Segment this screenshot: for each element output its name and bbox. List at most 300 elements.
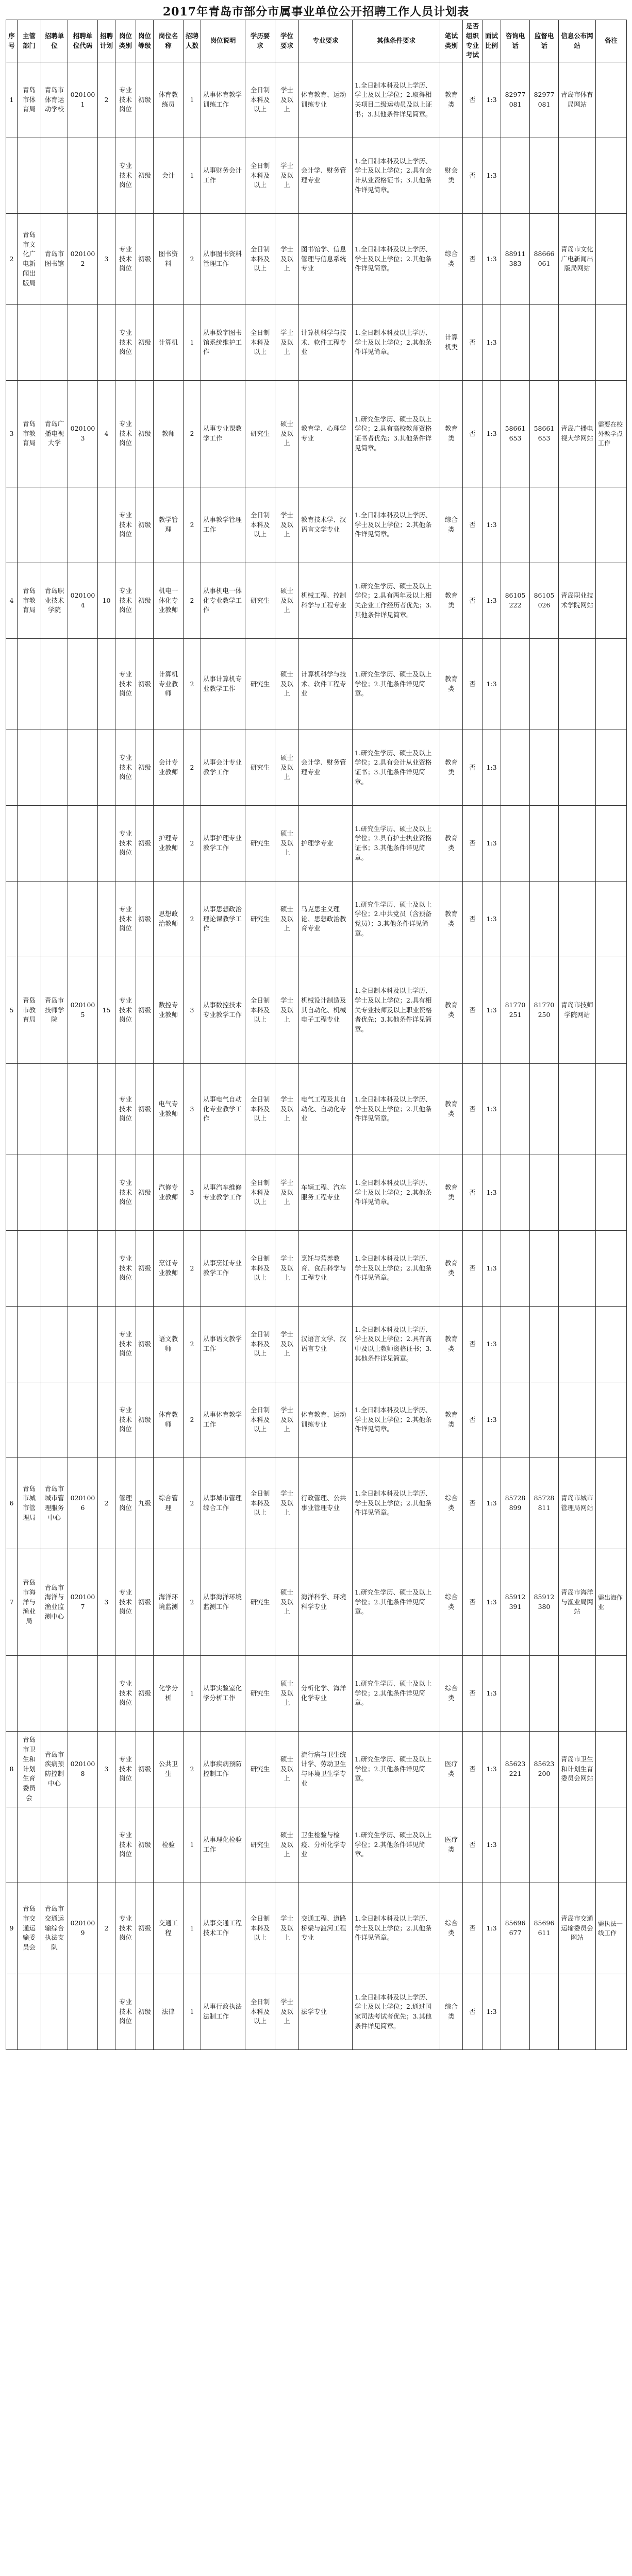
cell-site [559, 730, 596, 806]
cell-edu: 全日制本科及以上 [245, 487, 275, 563]
table-row [6, 563, 627, 639]
cell-major: 马克思主义理论、思想政治教育专业 [299, 882, 353, 957]
cell-level: 初级 [136, 1155, 154, 1231]
cell-sup [530, 138, 559, 214]
table-row [6, 1732, 627, 1807]
cell-special: 否 [463, 1656, 483, 1732]
cell-type: 专业技术岗位 [115, 639, 136, 730]
cell-desc: 从事财务会计工作 [201, 138, 245, 214]
cell-num: 1 [184, 62, 201, 138]
cell-special: 否 [463, 1307, 483, 1382]
cell-note [596, 806, 627, 882]
cell-ratio: 1:3 [483, 1974, 501, 2050]
cell-num: 2 [184, 214, 201, 305]
cell-major: 流行病与卫生统计学、劳动卫生与环境卫生学专业 [299, 1732, 353, 1807]
cell-edu: 全日制本科及以上 [245, 138, 275, 214]
cell-note: 需执法一线工作 [596, 1883, 627, 1974]
cell-unit [41, 882, 68, 957]
cell-plan [98, 1807, 115, 1883]
cell-major: 护理学专业 [299, 806, 353, 882]
cell-post: 体育教练员 [154, 62, 184, 138]
cell-unit: 青岛广播电视大学 [41, 381, 68, 487]
cell-dept [18, 806, 41, 882]
cell-post: 思想政治教师 [154, 882, 184, 957]
cell-dept: 青岛市文化广电新闻出版局 [18, 214, 41, 305]
cell-site [559, 305, 596, 381]
cell-edu: 全日制本科及以上 [245, 214, 275, 305]
cell-sup: 82977081 [530, 62, 559, 138]
cell-site [559, 1155, 596, 1231]
cell-unit [41, 1231, 68, 1307]
cell-level: 初级 [136, 882, 154, 957]
cell-unit [41, 730, 68, 806]
cell-code [68, 487, 98, 563]
cell-plan [98, 1307, 115, 1382]
cell-unit: 青岛市交通运输综合执法支队 [41, 1883, 68, 1974]
cell-unit [41, 1064, 68, 1155]
cell-no [6, 1382, 18, 1458]
cell-no [6, 639, 18, 730]
cell-sup: 58661653 [530, 381, 559, 487]
cell-edu: 全日制本科及以上 [245, 1458, 275, 1549]
cell-tel [501, 1656, 530, 1732]
cell-sup: 86105026 [530, 563, 559, 639]
cell-dept [18, 138, 41, 214]
cell-cond: 1.全日制本科及以上学历、学士及以上学位；2.其他条件详见简章。 [353, 1382, 440, 1458]
cell-post: 法律 [154, 1974, 184, 2050]
cell-dept: 青岛市城市管理局 [18, 1458, 41, 1549]
cell-code [68, 1064, 98, 1155]
cell-type: 专业技术岗位 [115, 487, 136, 563]
cell-cond: 1.全日制本科及以上学历、学士及以上学位；2.其他条件详见简章。 [353, 305, 440, 381]
cell-deg: 硕士及以上 [275, 1656, 299, 1732]
cell-plan: 3 [98, 1732, 115, 1807]
cell-major: 海洋科学、环境科学专业 [299, 1549, 353, 1656]
cell-special: 否 [463, 563, 483, 639]
cell-deg: 硕士及以上 [275, 1807, 299, 1883]
cell-code [68, 305, 98, 381]
cell-site: 青岛职业技术学院网站 [559, 563, 596, 639]
cell-code: 0201002 [68, 214, 98, 305]
cell-type: 专业技术岗位 [115, 1883, 136, 1974]
cell-unit: 青岛市疾病预防控制中心 [41, 1732, 68, 1807]
cell-exam: 教育类 [440, 1155, 463, 1231]
cell-num: 2 [184, 882, 201, 957]
cell-plan [98, 1155, 115, 1231]
cell-type: 专业技术岗位 [115, 62, 136, 138]
cell-num: 2 [184, 1549, 201, 1656]
cell-major: 机械工程、控制科学与工程专业 [299, 563, 353, 639]
cell-post: 电气专业教师 [154, 1064, 184, 1155]
cell-dept: 青岛市教育局 [18, 563, 41, 639]
column-header: 备注 [596, 20, 627, 62]
cell-major: 图书馆学、信息管理与信息系统专业 [299, 214, 353, 305]
cell-edu: 研究生 [245, 882, 275, 957]
cell-exam: 综合类 [440, 1656, 463, 1732]
cell-exam: 教育类 [440, 563, 463, 639]
cell-dept [18, 882, 41, 957]
cell-ratio: 1:3 [483, 882, 501, 957]
cell-unit [41, 138, 68, 214]
cell-tel [501, 138, 530, 214]
cell-plan [98, 639, 115, 730]
cell-major: 体育教育、运动训练专业 [299, 62, 353, 138]
cell-special: 否 [463, 214, 483, 305]
cell-type: 专业技术岗位 [115, 138, 136, 214]
cell-no: 9 [6, 1883, 18, 1974]
cell-no [6, 1155, 18, 1231]
cell-code [68, 1307, 98, 1382]
cell-sup: 85912380 [530, 1549, 559, 1656]
cell-unit [41, 1155, 68, 1231]
cell-site [559, 806, 596, 882]
cell-cond: 1.全日制本科及以上学历、学士及以上学位；2.其他条件详见简章。 [353, 1064, 440, 1155]
cell-num: 2 [184, 487, 201, 563]
cell-tel: 85696677 [501, 1883, 530, 1974]
column-header: 招聘计划 [98, 20, 115, 62]
cell-edu: 研究生 [245, 563, 275, 639]
cell-exam: 综合类 [440, 214, 463, 305]
cell-code: 0201005 [68, 957, 98, 1064]
cell-no [6, 1231, 18, 1307]
cell-exam: 教育类 [440, 381, 463, 487]
cell-site [559, 639, 596, 730]
cell-type: 专业技术岗位 [115, 563, 136, 639]
cell-plan [98, 1064, 115, 1155]
cell-ratio: 1:3 [483, 305, 501, 381]
cell-cond: 1.全日制本科及以上学历、学士及以上学位；2.其他条件详见简章。 [353, 1155, 440, 1231]
cell-unit [41, 487, 68, 563]
cell-post: 汽修专业教师 [154, 1155, 184, 1231]
cell-cond: 1.全日制本科及以上学历、学士及以上学位；2.具有高中及以上教师资格证书；3.其他条件详见简章。 [353, 1307, 440, 1382]
cell-ratio: 1:3 [483, 1307, 501, 1382]
column-header: 招聘单位代码 [68, 20, 98, 62]
cell-type: 专业技术岗位 [115, 1732, 136, 1807]
cell-num: 1 [184, 1807, 201, 1883]
cell-post: 会计 [154, 138, 184, 214]
cell-exam: 教育类 [440, 1064, 463, 1155]
cell-sup [530, 806, 559, 882]
cell-site [559, 1307, 596, 1382]
cell-major: 计算机科学与技术、软件工程专业 [299, 639, 353, 730]
cell-major: 交通工程、道路桥梁与渡河工程专业 [299, 1883, 353, 1974]
cell-code [68, 806, 98, 882]
cell-desc: 从事汽车维修专业教学工作 [201, 1155, 245, 1231]
cell-sup [530, 882, 559, 957]
cell-major: 烹饪与营养教育、食品科学与工程专业 [299, 1231, 353, 1307]
cell-site: 青岛市海洋与渔业局网站 [559, 1549, 596, 1656]
cell-exam: 综合类 [440, 1458, 463, 1549]
cell-site: 青岛广播电视大学网站 [559, 381, 596, 487]
cell-level: 初级 [136, 957, 154, 1064]
cell-desc: 从事交通工程技术工作 [201, 1883, 245, 1974]
cell-num: 1 [184, 1656, 201, 1732]
cell-note [596, 563, 627, 639]
cell-cond: 1.研究生学历、硕士及以上学位；2.具有会计从业资格证书；3.其他条件详见简章。 [353, 730, 440, 806]
cell-code: 0201006 [68, 1458, 98, 1549]
cell-note [596, 62, 627, 138]
table-row [6, 214, 627, 305]
cell-special: 否 [463, 1064, 483, 1155]
cell-tel [501, 1231, 530, 1307]
cell-sup: 81770250 [530, 957, 559, 1064]
cell-site: 青岛市交通运输委员会网站 [559, 1883, 596, 1974]
cell-special: 否 [463, 305, 483, 381]
cell-deg: 硕士及以上 [275, 806, 299, 882]
table-row [6, 138, 627, 214]
cell-desc: 从事城市管理综合工作 [201, 1458, 245, 1549]
cell-ratio: 1:3 [483, 381, 501, 487]
cell-type: 专业技术岗位 [115, 730, 136, 806]
cell-edu: 研究生 [245, 381, 275, 487]
table-row [6, 1155, 627, 1231]
column-header: 监督电话 [530, 20, 559, 62]
cell-dept: 青岛市体育局 [18, 62, 41, 138]
table-row [6, 1807, 627, 1883]
cell-deg: 学士及以上 [275, 305, 299, 381]
cell-deg: 学士及以上 [275, 1974, 299, 2050]
table-row [6, 1382, 627, 1458]
cell-sup: 85623200 [530, 1732, 559, 1807]
cell-note [596, 1155, 627, 1231]
cell-exam: 教育类 [440, 806, 463, 882]
cell-major: 汉语言文学、汉语言专业 [299, 1307, 353, 1382]
cell-note [596, 730, 627, 806]
cell-dept: 青岛市海洋与渔业局 [18, 1549, 41, 1656]
cell-major: 会计学、财务管理专业 [299, 730, 353, 806]
cell-plan: 2 [98, 1883, 115, 1974]
cell-post: 化学分析 [154, 1656, 184, 1732]
cell-deg: 学士及以上 [275, 1231, 299, 1307]
cell-tel [501, 1807, 530, 1883]
cell-plan: 4 [98, 381, 115, 487]
cell-desc: 从事护理专业教学工作 [201, 806, 245, 882]
recruitment-plan-table [6, 20, 627, 2050]
cell-note [596, 882, 627, 957]
cell-deg: 学士及以上 [275, 1883, 299, 1974]
cell-exam: 教育类 [440, 1231, 463, 1307]
cell-cond: 1.研究生学历、硕士及以上学位；2.具有两年及以上相关企业工作经历者优先；3.其他条件详见简章。 [353, 563, 440, 639]
cell-desc: 从事实验室化学分析工作 [201, 1656, 245, 1732]
cell-ratio: 1:3 [483, 1656, 501, 1732]
cell-tel [501, 882, 530, 957]
column-header: 学历要求 [245, 20, 275, 62]
cell-post: 烹饪专业教师 [154, 1231, 184, 1307]
cell-special: 否 [463, 1458, 483, 1549]
cell-num: 1 [184, 305, 201, 381]
table-row [6, 1064, 627, 1155]
cell-post: 交通工程 [154, 1883, 184, 1974]
column-header: 是否组织专业考试 [463, 20, 483, 62]
cell-level: 初级 [136, 1307, 154, 1382]
cell-level: 初级 [136, 563, 154, 639]
cell-special: 否 [463, 1155, 483, 1231]
cell-plan: 3 [98, 1549, 115, 1656]
cell-no: 2 [6, 214, 18, 305]
cell-tel [501, 806, 530, 882]
cell-exam: 教育类 [440, 730, 463, 806]
cell-num: 2 [184, 563, 201, 639]
cell-sup [530, 487, 559, 563]
cell-desc: 从事数字图书馆系统维护工作 [201, 305, 245, 381]
cell-ratio: 1:3 [483, 1382, 501, 1458]
cell-exam: 教育类 [440, 1307, 463, 1382]
cell-dept: 青岛市卫生和计划生育委员会 [18, 1732, 41, 1807]
cell-deg: 硕士及以上 [275, 381, 299, 487]
table-row [6, 1549, 627, 1656]
table-row [6, 957, 627, 1064]
cell-edu: 全日制本科及以上 [245, 1064, 275, 1155]
cell-edu: 研究生 [245, 639, 275, 730]
cell-code [68, 1382, 98, 1458]
cell-post: 计算机专业教师 [154, 639, 184, 730]
cell-tel: 85623221 [501, 1732, 530, 1807]
cell-deg: 学士及以上 [275, 138, 299, 214]
table-row [6, 1883, 627, 1974]
cell-deg: 学士及以上 [275, 1155, 299, 1231]
cell-note [596, 1732, 627, 1807]
cell-post: 教师 [154, 381, 184, 487]
cell-major: 行政管理、公共事业管理专业 [299, 1458, 353, 1549]
cell-edu: 全日制本科及以上 [245, 1307, 275, 1382]
cell-post: 检验 [154, 1807, 184, 1883]
cell-no [6, 1064, 18, 1155]
cell-type: 专业技术岗位 [115, 1656, 136, 1732]
cell-no [6, 882, 18, 957]
cell-num: 1 [184, 138, 201, 214]
cell-desc: 从事体育教学训练工作 [201, 62, 245, 138]
cell-exam: 综合类 [440, 487, 463, 563]
cell-edu: 研究生 [245, 1549, 275, 1656]
cell-special: 否 [463, 730, 483, 806]
cell-special: 否 [463, 957, 483, 1064]
cell-no [6, 1974, 18, 2050]
cell-tel: 85912391 [501, 1549, 530, 1656]
cell-note [596, 1064, 627, 1155]
cell-post: 教学管理 [154, 487, 184, 563]
cell-major: 卫生检验与检疫、分析化学专业 [299, 1807, 353, 1883]
table-row [6, 62, 627, 138]
cell-deg: 硕士及以上 [275, 1549, 299, 1656]
cell-num: 2 [184, 1307, 201, 1382]
column-header: 招聘单位 [41, 20, 68, 62]
cell-ratio: 1:3 [483, 806, 501, 882]
cell-level: 初级 [136, 1231, 154, 1307]
cell-post: 机电一体化专业教师 [154, 563, 184, 639]
cell-type: 管理岗位 [115, 1458, 136, 1549]
cell-desc: 从事图书资料管理工作 [201, 214, 245, 305]
cell-site [559, 1382, 596, 1458]
cell-post: 护理专业教师 [154, 806, 184, 882]
cell-deg: 学士及以上 [275, 1382, 299, 1458]
cell-type: 专业技术岗位 [115, 1155, 136, 1231]
cell-major: 教育技术学、汉语言文学专业 [299, 487, 353, 563]
cell-num: 2 [184, 1458, 201, 1549]
cell-num: 2 [184, 806, 201, 882]
cell-cond: 1.全日制本科及以上学历、学士及以上学位；2.其他条件详见简章。 [353, 214, 440, 305]
cell-exam: 教育类 [440, 957, 463, 1064]
cell-major: 体育教育、运动训练专业 [299, 1382, 353, 1458]
cell-tel [501, 1155, 530, 1231]
cell-code: 0201009 [68, 1883, 98, 1974]
cell-dept [18, 487, 41, 563]
cell-unit: 青岛市城市管理服务中心 [41, 1458, 68, 1549]
cell-cond: 1.全日制本科及以上学历、学士及以上学位；2.其他条件详见简章。 [353, 1231, 440, 1307]
cell-sup [530, 639, 559, 730]
cell-deg: 学士及以上 [275, 1064, 299, 1155]
cell-edu: 全日制本科及以上 [245, 1382, 275, 1458]
cell-major: 电气工程及其自动化、自动化专业 [299, 1064, 353, 1155]
cell-dept: 青岛市教育局 [18, 957, 41, 1064]
cell-ratio: 1:3 [483, 1155, 501, 1231]
cell-desc: 从事烹饪专业教学工作 [201, 1231, 245, 1307]
cell-exam: 医疗类 [440, 1732, 463, 1807]
cell-special: 否 [463, 1732, 483, 1807]
cell-plan [98, 806, 115, 882]
cell-major: 分析化学、海洋化学专业 [299, 1656, 353, 1732]
cell-plan: 15 [98, 957, 115, 1064]
cell-ratio: 1:3 [483, 1231, 501, 1307]
cell-tel [501, 1382, 530, 1458]
cell-num: 3 [184, 957, 201, 1064]
cell-site [559, 1064, 596, 1155]
cell-num: 1 [184, 1883, 201, 1974]
cell-sup: 88666061 [530, 214, 559, 305]
cell-tel [501, 1974, 530, 2050]
cell-exam: 综合类 [440, 1883, 463, 1974]
cell-type: 专业技术岗位 [115, 882, 136, 957]
cell-dept [18, 305, 41, 381]
table-row [6, 1307, 627, 1382]
cell-plan: 10 [98, 563, 115, 639]
cell-post: 语文教师 [154, 1307, 184, 1382]
column-header: 专业要求 [299, 20, 353, 62]
cell-sup [530, 1231, 559, 1307]
cell-special: 否 [463, 62, 483, 138]
cell-edu: 全日制本科及以上 [245, 957, 275, 1064]
cell-code [68, 1656, 98, 1732]
cell-deg: 硕士及以上 [275, 639, 299, 730]
cell-plan: 2 [98, 1458, 115, 1549]
cell-code: 0201001 [68, 62, 98, 138]
cell-note [596, 1807, 627, 1883]
cell-no [6, 305, 18, 381]
cell-deg: 学士及以上 [275, 1458, 299, 1549]
cell-desc: 从事体育教学工作 [201, 1382, 245, 1458]
cell-site [559, 1231, 596, 1307]
cell-sup [530, 305, 559, 381]
cell-cond: 1.研究生学历、硕士及以上学位；2.中共党员（含预备党员）；3.其他条件详见简章。 [353, 882, 440, 957]
cell-ratio: 1:3 [483, 62, 501, 138]
cell-desc: 从事专业课教学工作 [201, 381, 245, 487]
cell-post: 综合管理 [154, 1458, 184, 1549]
cell-deg: 硕士及以上 [275, 730, 299, 806]
cell-note [596, 1231, 627, 1307]
cell-level: 初级 [136, 214, 154, 305]
cell-site: 青岛市城市管理局网站 [559, 1458, 596, 1549]
table-row [6, 381, 627, 487]
cell-unit [41, 806, 68, 882]
cell-plan [98, 1382, 115, 1458]
cell-no [6, 730, 18, 806]
cell-num: 2 [184, 730, 201, 806]
cell-unit [41, 1656, 68, 1732]
column-header: 主管部门 [18, 20, 41, 62]
cell-desc: 从事教学管理工作 [201, 487, 245, 563]
cell-note [596, 487, 627, 563]
cell-dept [18, 1656, 41, 1732]
cell-unit: 青岛职业技术学院 [41, 563, 68, 639]
